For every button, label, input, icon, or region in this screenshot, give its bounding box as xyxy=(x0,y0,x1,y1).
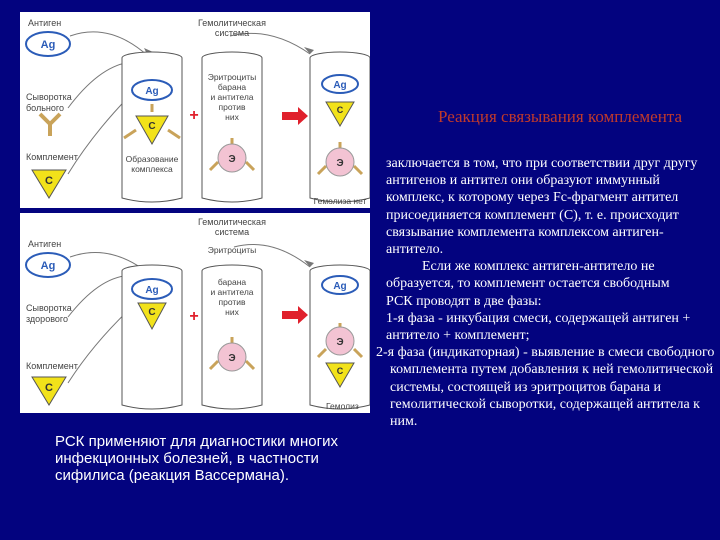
hemolytic-label-2: система xyxy=(214,227,250,237)
svg-text:Ag: Ag xyxy=(145,285,159,296)
serum-label-1: Сыворотка xyxy=(26,92,72,102)
paragraph-definition: заключается в том, что при соответствии друг другу антигенов и антител они образуют иммунный комплекс, к которому через Fc-фрагмент антител присоединяется комплемент (C), т. е. происходит связывание комплемента комплексом антиген-антитело. xyxy=(386,156,698,258)
serum-label-2: больного xyxy=(26,103,64,113)
svg-text:Эритроциты: Эритроциты xyxy=(207,245,257,255)
svg-text:Э: Э xyxy=(228,154,236,165)
diagram-bottom-svg xyxy=(20,213,370,413)
plus-sign: + xyxy=(189,308,199,325)
svg-text:них: них xyxy=(225,112,239,122)
svg-text:против: против xyxy=(218,297,246,307)
svg-text:и антитела: и антитела xyxy=(210,92,254,102)
svg-text:Ag: Ag xyxy=(145,86,159,97)
caption-text: РСК применяют для диагностики многих инфекционных болезней, в частности сифилиса (реакция Вассермана). xyxy=(55,433,338,484)
result-hemolysis: Гемолиз xyxy=(326,401,359,411)
svg-text:них: них xyxy=(225,307,239,317)
svg-text:Эритроциты: Эритроциты xyxy=(207,72,257,82)
complement-label: Комплемент xyxy=(26,361,78,371)
antibody-icon xyxy=(40,114,60,136)
svg-text:C: C xyxy=(148,121,156,132)
svg-text:C: C xyxy=(336,366,344,376)
hemolytic-label-2: система xyxy=(214,28,250,38)
tube-mixture xyxy=(122,52,182,202)
complement-label: Комплемент xyxy=(26,152,78,162)
tube-mixture xyxy=(122,265,182,409)
svg-text:Ag: Ag xyxy=(333,80,347,91)
svg-text:и антитела: и антитела xyxy=(210,287,254,297)
svg-text:Э: Э xyxy=(336,158,344,169)
hemolytic-label-1: Гемолитическая xyxy=(198,217,266,227)
tube-hemolytic-system xyxy=(202,52,262,202)
result-arrow-icon xyxy=(282,107,308,125)
svg-text:C: C xyxy=(336,105,344,115)
svg-text:барана: барана xyxy=(217,82,247,92)
diagram-patient-serum xyxy=(20,12,370,208)
svg-text:Э: Э xyxy=(336,337,344,348)
serum-healthy-label-1: Сыворотка xyxy=(26,303,72,313)
paragraph-phase-1: 1-я фаза - инкубация смеси, содержащей антиген + антитело + комплемент; xyxy=(386,310,691,344)
complement-c-text: C xyxy=(45,175,53,187)
svg-text:C: C xyxy=(45,382,53,394)
tube-hemolytic-system xyxy=(202,245,262,409)
slide-title: Реакция связывания комплемента xyxy=(437,107,682,126)
tube-result xyxy=(310,265,370,411)
serum-healthy-label-2: здорового xyxy=(26,314,68,324)
antigen-label: Антиген xyxy=(28,18,62,28)
svg-text:Ag: Ag xyxy=(333,281,347,292)
paragraph-free-complement: Если же комплекс антиген-антитело не образуется, то комплемент остается свободным xyxy=(386,259,670,292)
diagram-healthy-serum xyxy=(20,213,370,413)
svg-text:комплекса: комплекса xyxy=(131,164,173,174)
curved-arrows xyxy=(68,32,310,174)
svg-text:барана: барана xyxy=(217,277,247,287)
body-text xyxy=(376,155,716,430)
result-no-hemolysis: Гемолиза нет xyxy=(313,196,367,206)
antigen-label: Антиген xyxy=(28,239,62,249)
paragraph-phase-2: 2-я фаза (индикаторная) - выявление в смеси свободного комплемента путем добавления к ней гемолитической системы, состоящей из эритроцитов барана и гемолитической сыворотки, содержащей антитела к ним. xyxy=(376,345,715,430)
svg-text:Ag: Ag xyxy=(40,260,56,272)
svg-text:Э: Э xyxy=(228,353,236,364)
tube-result xyxy=(310,52,370,206)
result-arrow-icon xyxy=(282,306,308,324)
svg-text:против: против xyxy=(218,102,246,112)
diagram-top-svg xyxy=(20,12,370,208)
svg-text:C: C xyxy=(148,307,156,318)
paragraph-phases: РСК проводят в две фазы: xyxy=(386,293,542,309)
svg-text:Образование: Образование xyxy=(125,154,179,164)
antigen-ag-text: Ag xyxy=(40,39,56,51)
hemolytic-label-1: Гемолитическая xyxy=(198,18,266,28)
plus-sign: + xyxy=(189,107,199,124)
